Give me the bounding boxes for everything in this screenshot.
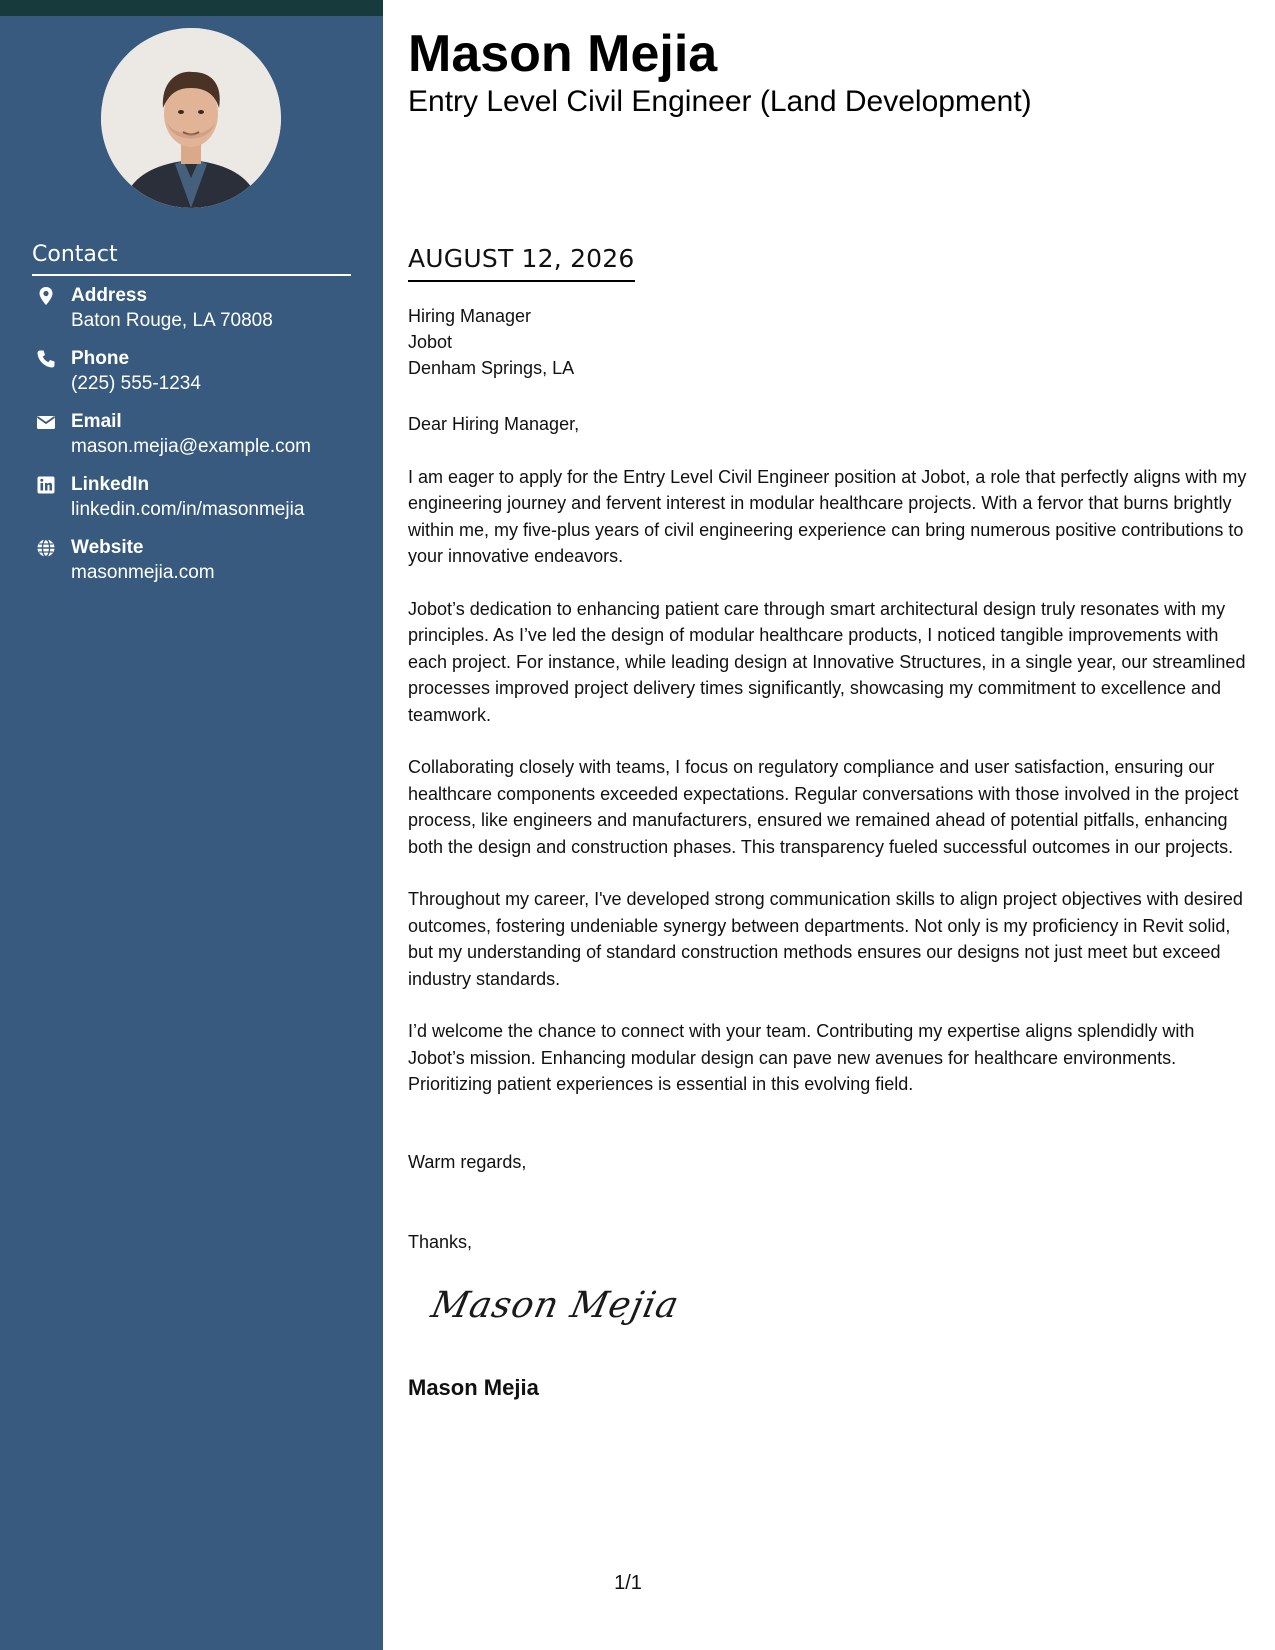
contact-item-email xyxy=(32,410,362,473)
contact-item-address xyxy=(32,284,362,347)
contact-label: Email xyxy=(71,411,122,432)
contact-item-phone xyxy=(32,347,362,410)
letter-paragraph: I am eager to apply for the Entry Level Civil Engineer position at Jobot, a role that perfectly aligns with my engineering journey and fervent interest in modular healthcare projects. With a fervor that burns brightly within me, my five-plus years of civil engineering experience can bring numerous positive contributions to your innovative endeavors. xyxy=(408,466,1247,566)
closing-thanks: Thanks, xyxy=(408,1232,473,1252)
letter-paragraph: Jobot’s dedication to enhancing patient care through smart architectural design truly resonates with my principles. As I’ve led the design of modular healthcare products, I noticed tangible improvements with each project. For instance, while leading design at Innovative Structures, in a single year, our streamlined processes improved project delivery times significantly, showcasing my commitment to excellence and teamwork. xyxy=(408,598,1246,725)
contact-label: LinkedIn xyxy=(71,474,150,495)
phone-icon xyxy=(36,349,56,369)
globe-icon xyxy=(36,538,56,558)
applicant-name: Mason Mejia xyxy=(408,25,718,83)
phone-value[interactable]: (225) 555-1234 xyxy=(71,373,201,394)
handwritten-signature: Mason Mejia xyxy=(427,1285,683,1326)
profile-photo xyxy=(101,28,281,208)
closing-warm-regards: Warm regards, xyxy=(408,1152,527,1172)
linkedin-icon xyxy=(36,475,56,495)
contact-item-website xyxy=(32,536,362,599)
contact-heading: Contact xyxy=(32,238,351,276)
sidebar xyxy=(0,0,383,1650)
letter-date: AUGUST 12, 2026 xyxy=(408,242,635,282)
email-value[interactable]: mason.mejia@example.com xyxy=(71,436,311,457)
contact-label: Phone xyxy=(71,348,130,369)
contact-label: Website xyxy=(71,537,144,558)
contact-item-linkedin xyxy=(32,473,362,536)
signed-name: Mason Mejia xyxy=(408,1375,539,1400)
linkedin-link[interactable]: linkedin.com/in/masonmejia xyxy=(71,499,305,520)
address-value: Baton Rouge, LA 70808 xyxy=(71,310,273,331)
letter-paragraph: I’d welcome the chance to connect with your team. Contributing my expertise aligns splendidly with Jobot’s mission. Enhancing modular design can pave new avenues for healthcare environments. Prioritizing patient experiences is essential in this evolving field. xyxy=(408,1021,1195,1094)
map-pin-icon xyxy=(36,286,56,306)
envelope-icon xyxy=(36,412,56,432)
website-link[interactable]: masonmejia.com xyxy=(71,562,215,583)
contact-label: Address xyxy=(71,285,148,306)
contact-list xyxy=(32,284,362,599)
letter-paragraph: Collaborating closely with teams, I focus on regulatory compliance and user satisfaction, ensuring our healthcare components exceeded expectations. Regular conversations with those involved in the project process, like engineers and manufacturers, ensured we remained ahead of potential pitfalls, enhancing both the design and construction phases. This transparency fueled successful outcomes in our projects. xyxy=(408,757,1239,857)
recipient-line: Denham Springs, LA xyxy=(408,358,575,378)
recipient-line: Jobot xyxy=(408,332,453,352)
recipient-block xyxy=(408,303,574,381)
job-title: Entry Level Civil Engineer (Land Development) xyxy=(408,85,1032,118)
recipient-line: Hiring Manager xyxy=(408,306,532,326)
letter-content xyxy=(408,411,1253,1124)
letter-body xyxy=(408,0,1253,1650)
page-number: 1/1 xyxy=(614,1572,642,1594)
letter-paragraph: Throughout my career, I've developed strong communication skills to align project objectives with desired outcomes, fostering undeniable synergy between departments. Not only is my proficiency in Revit solid, but my understanding of standard construction methods ensures our designs not just meet but exceed industry standards. xyxy=(408,889,1243,989)
sidebar-top-bar xyxy=(0,0,383,16)
salutation: Dear Hiring Manager, xyxy=(408,414,580,434)
